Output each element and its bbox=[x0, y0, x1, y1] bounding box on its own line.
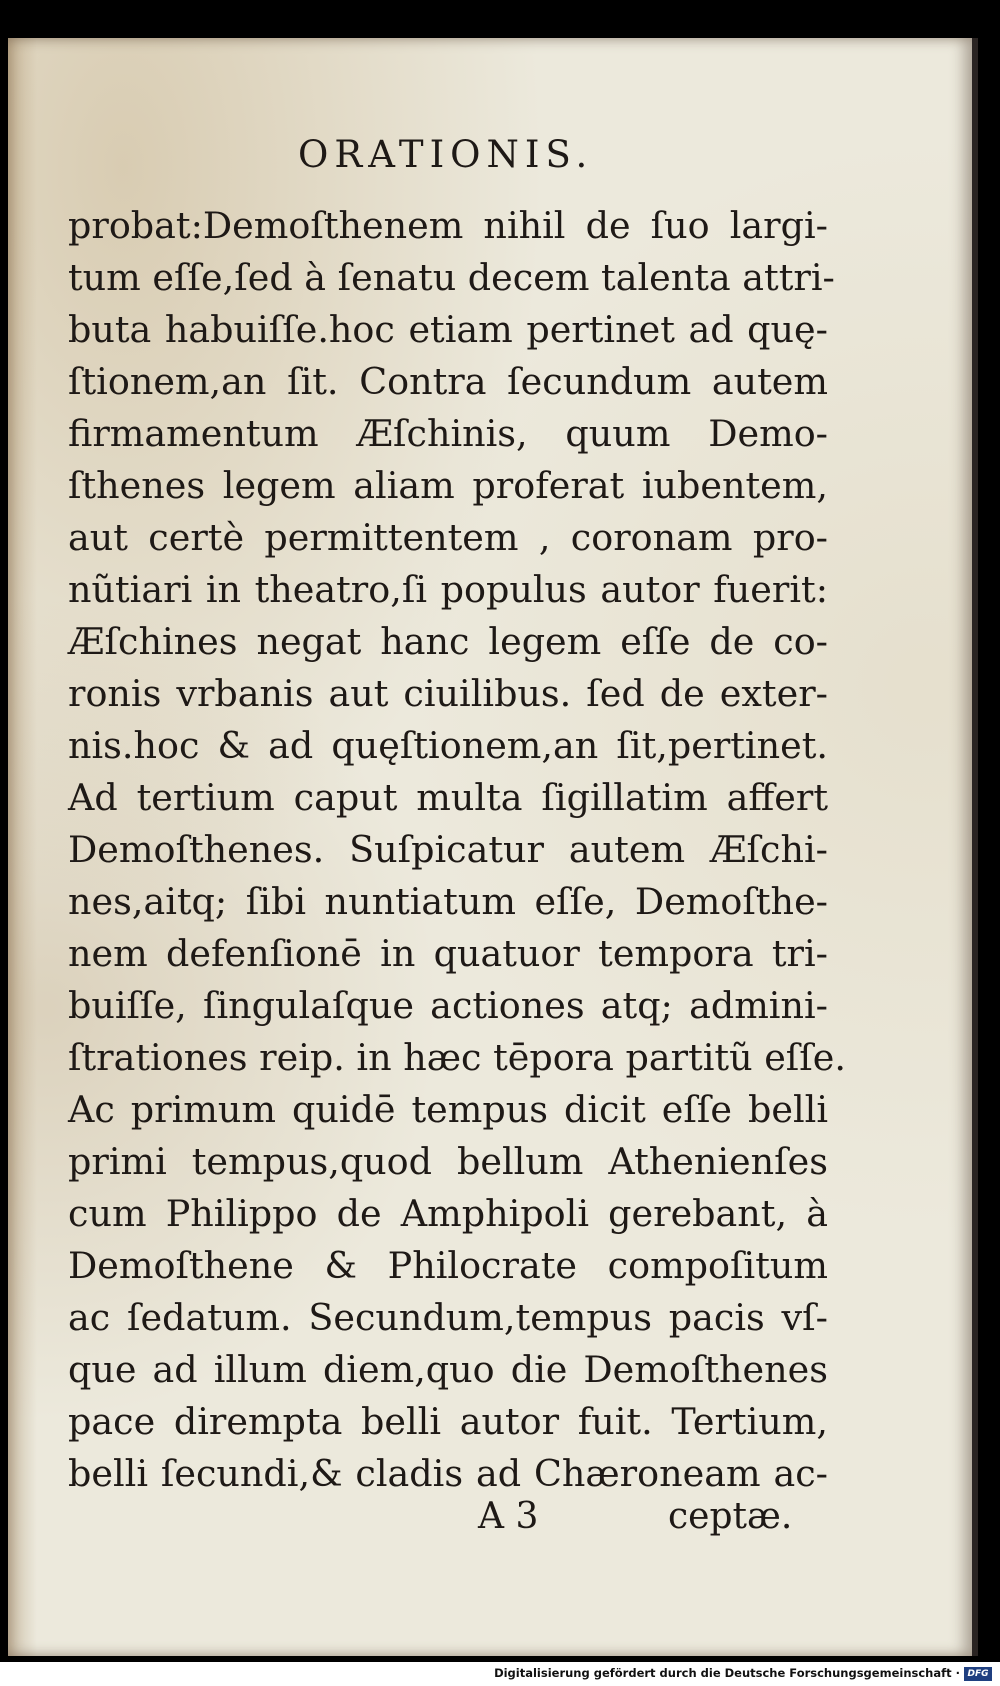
text-line: ſthenes legem aliam proferat iubentem, bbox=[68, 464, 828, 507]
text-line: nũtiari in theatro,ſi populus autor fuerit: bbox=[68, 568, 828, 611]
text-line: buiſſe, ſingulaſque actiones atq; admini- bbox=[68, 984, 828, 1027]
text-line: firmamentum Æſchinis, quum Demo- bbox=[68, 412, 828, 455]
credit-strip bbox=[0, 1662, 1000, 1686]
text-line: ac ſedatum. Secundum,tempus pacis vſ- bbox=[68, 1296, 828, 1339]
text-line: cum Philippo de Amphipoli gerebant, à bbox=[68, 1192, 828, 1235]
text-line: tum eſſe,ſed à ſenatu decem talenta attri- bbox=[68, 256, 835, 299]
signature-mark: A 3 bbox=[478, 1496, 539, 1537]
text-line: ſtrationes reip. in hæc tēpora partitũ eſſe. bbox=[68, 1036, 847, 1079]
text-line: pace dirempta belli autor fuit. Tertium, bbox=[68, 1400, 828, 1443]
text-line: nem defenſionē in quatuor tempora tri- bbox=[68, 932, 828, 975]
text-line: Demoſthenes. Suſpicatur autem Æſchi- bbox=[68, 828, 828, 871]
text-line: Æſchines negat hanc legem eſſe de co- bbox=[68, 620, 828, 663]
text-line: belli ſecundi,& cladis ad Chæroneam ac- bbox=[68, 1452, 828, 1495]
scan-frame bbox=[0, 20, 1000, 1660]
text-line: nis.hoc & ad quęſtionem,an ſit,pertinet. bbox=[68, 724, 828, 767]
text-line: primi tempus,quod bellum Athenienſes bbox=[68, 1140, 828, 1183]
text-line: buta habuiſſe.hoc etiam pertinet ad quę- bbox=[68, 308, 828, 351]
book-page bbox=[8, 38, 978, 1656]
text-line: ſtionem,an ſit. Contra ſecundum autem bbox=[68, 360, 828, 403]
text-line: Ad tertium caput multa ſigillatim affert bbox=[68, 776, 828, 819]
running-head: ORATIONIS. bbox=[298, 133, 594, 176]
digitization-credit: Digitalisierung gefördert durch die Deutsche Forschungsgemeinschaft · bbox=[494, 1666, 960, 1680]
text-line: nes,aitq; ſibi nuntiatum eſſe, Demoſthe- bbox=[68, 880, 828, 923]
catchword: ceptæ. bbox=[668, 1496, 793, 1537]
text-line: ronis vrbanis aut ciuilibus. ſed de exter- bbox=[68, 672, 828, 715]
text-line: aut certè permittentem , coronam pro- bbox=[68, 516, 828, 559]
dfg-logo-icon: DFG bbox=[964, 1667, 992, 1681]
text-line: Ac primum quidē tempus dicit eſſe belli bbox=[68, 1088, 828, 1131]
text-line: Demoſthene & Philocrate compoſitum bbox=[68, 1244, 828, 1287]
text-line: que ad illum diem,quo die Demoſthenes bbox=[68, 1348, 828, 1391]
text-line: probat:Demoſthenem nihil de ſuo largi- bbox=[68, 204, 828, 247]
body-text bbox=[68, 200, 847, 1500]
